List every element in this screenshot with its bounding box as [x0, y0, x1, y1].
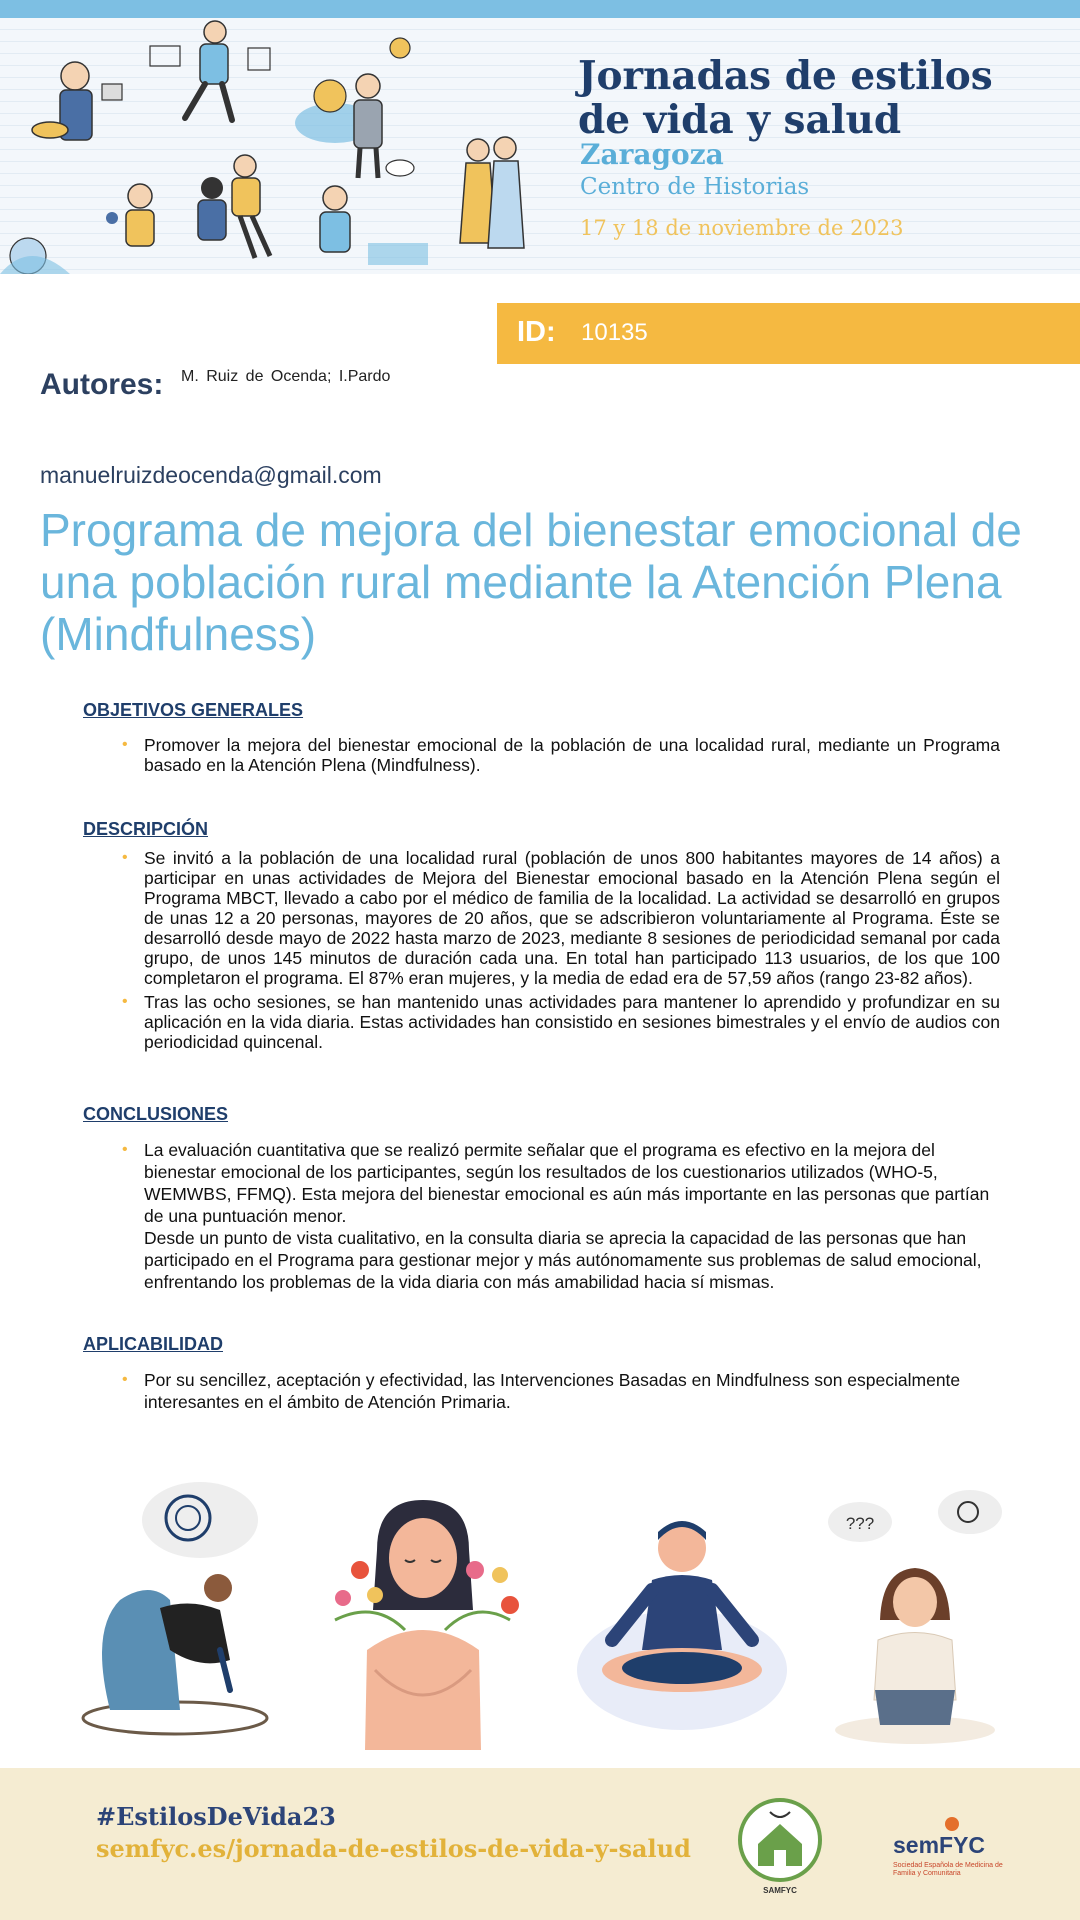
event-venue: Centro de Historias	[580, 174, 810, 200]
conclusion-qualitative: Desde un punto de vista cualitativo, en la consulta diaria se aprecia la capacidad de las personas que han participado en el Programa para gestionar mejor y más autónomamente sus problemas de salud emocional, enfrentando los problemas de la vida diaria con más amabilidad hacia sí mismas.	[144, 1228, 982, 1292]
section-heading: OBJETIVOS GENERALES	[83, 700, 304, 720]
anxious-person-illustration	[70, 1480, 280, 1750]
physio-figures	[198, 155, 270, 258]
list-item: • Por su sencillez, aceptación y efectividad, las Intervenciones Basadas en Mindfulness son especialmente interesantes en el ámbito de Atención Primaria.	[144, 1369, 1000, 1413]
runner-figure	[150, 21, 270, 120]
id-value: 10135	[581, 319, 648, 346]
samfyc-logo-text: SAMFYC	[763, 1886, 797, 1895]
event-dates: 17 y 18 de noviembre de 2023	[580, 216, 904, 240]
two-women-figure	[460, 137, 524, 248]
event-title: Jornadas de estilos de vida y salud	[578, 53, 993, 143]
event-header	[0, 18, 1080, 274]
abstract-id-box	[497, 303, 1080, 364]
semfyc-logo-subtitle: Sociedad Española de Medicina de Familia y Comunitaria	[893, 1862, 1003, 1877]
section-objetivos	[83, 700, 1000, 779]
gardener-figure	[320, 186, 428, 265]
meditating-person-illustration	[572, 1480, 792, 1750]
section-conclusiones	[83, 1104, 1000, 1297]
man-with-dog-figure	[354, 74, 414, 178]
contact-email: manuelruizdeocenda@gmail.com	[40, 462, 382, 488]
section-descripcion	[83, 819, 1000, 1056]
list-item: • Se invitó a la población de una localidad rural (población de unos 800 habitantes mayores de 14 años) a participar en unas actividades de Mejora del Bienestar emocional basado en la Atención Plena según el Programa MBCT, llevado a cabo por el médico de familia de la localidad. La actividad se desarrolló en grupos de unas 12 a 20 personas, mayores de 20 años, que se adscribieron voluntariamente al Programa. Éste se desarrolló desde mayo de 2022 hasta marzo de 2023, mediante 8 sesiones de periodicidad semanal por cada grupo, de unos 145 minutos de duración cada una. En total han participado 113 usuarios, de los que 100 completaron el programa. El 87% eran mujeres, y la media de edad era de 57,59 años (rango 23-82 años).	[144, 848, 1000, 988]
worried-person-illustration	[820, 1480, 1010, 1750]
authors-label: Autores:	[40, 368, 164, 401]
child-photographer-figure	[106, 184, 154, 246]
section-heading: APLICABILIDAD	[83, 1334, 223, 1354]
conclusion-quantitative: • La evaluación cuantitativa que se realizó permite señalar que el programa es efectivo en la mejora del bienestar emocional de los participantes, según los resultados de los cuestionarios utilizados (WHO-5, WEMWBS, FFMQ). Esta mejora del bienestar emocional es aún más importante en las personas que partían de una puntuación menor.	[144, 1140, 990, 1226]
hashtag: #EstilosDeVida23	[96, 1802, 336, 1831]
poster-title: Programa de mejora del bienestar emocional de una población rural mediante la Atención Plena (Mindfulness)	[40, 504, 1022, 660]
sun-icon	[390, 38, 410, 58]
semfyc-logo-sem: sem	[893, 1832, 940, 1858]
list-item: • Tras las ocho sesiones, se han mantenido unas actividades para mantener lo aprendido y profundizar en su aplicación en la vida diaria. Estas actividades han consistido en sesiones bimestrales y el envío de audios con periodicidad quincenal.	[144, 992, 1000, 1052]
semfyc-logo-fyc: FYC	[939, 1832, 986, 1858]
cook-figure	[32, 62, 122, 140]
section-heading: CONCLUSIONES	[83, 1104, 229, 1124]
question-marks: ???	[845, 1514, 875, 1533]
header-illustration	[0, 18, 560, 274]
footer	[0, 1768, 1080, 1920]
section-heading: DESCRIPCIÓN	[83, 819, 209, 839]
event-url[interactable]: semfyc.es/jornada-de-estilos-de-vida-y-salud	[96, 1834, 691, 1863]
event-city: Zaragoza	[580, 138, 724, 171]
section-aplicabilidad	[83, 1334, 1000, 1417]
semfyc-logo	[893, 1832, 985, 1859]
authors-value: M. Ruiz de Ocenda; I.Pardo	[181, 368, 391, 385]
id-label: ID:	[517, 316, 556, 348]
list-item: • Promover la mejora del bienestar emocional de la población de una localidad rural, mediante un Programa basado en la Atención Plena (Mindfulness).	[144, 735, 1000, 775]
woman-with-flowers-illustration	[315, 1480, 530, 1750]
semfyc-emblem-icon	[945, 1817, 959, 1831]
list-item	[144, 1139, 1000, 1293]
top-color-bar	[0, 0, 1080, 18]
